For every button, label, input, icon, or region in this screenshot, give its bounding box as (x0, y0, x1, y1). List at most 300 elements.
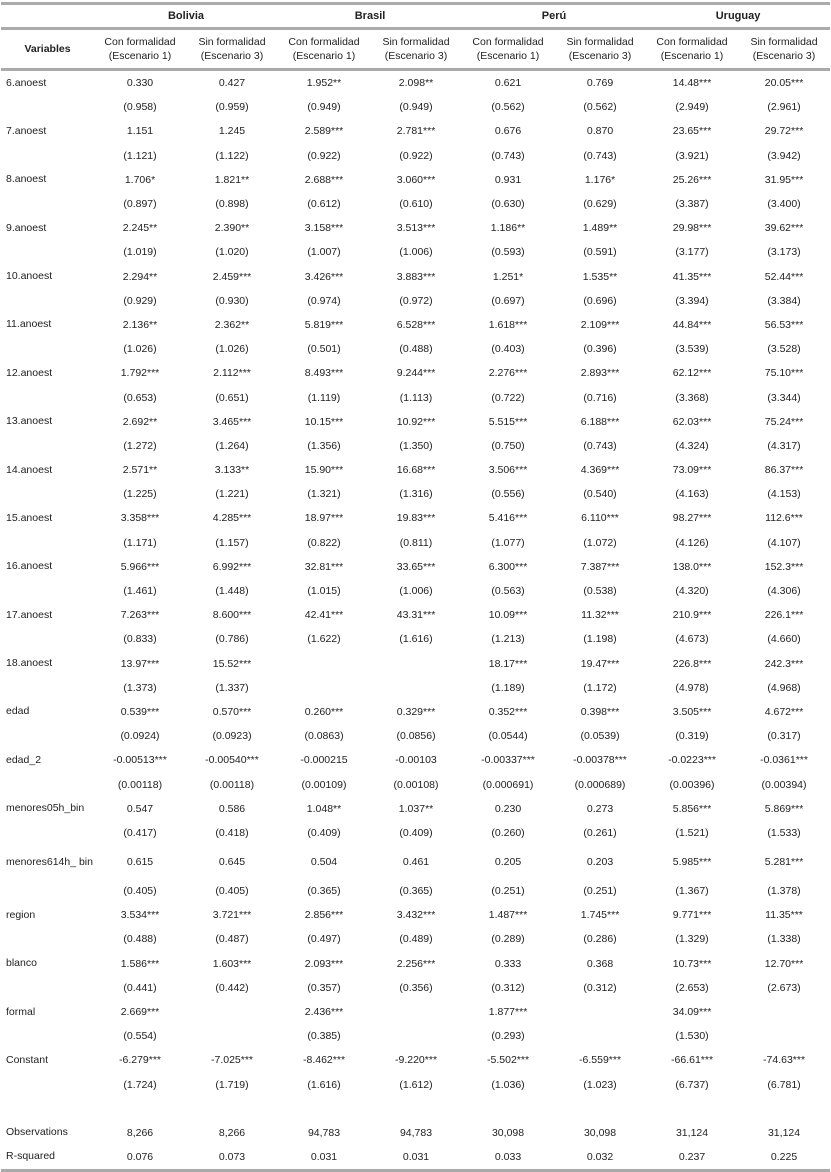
coefficient-cell: 0.205 (494, 856, 522, 868)
std-error-cell: (4.306) (767, 585, 801, 598)
std-error-cell: (0.312) (583, 981, 617, 994)
coefficient-cell: -5.502*** (487, 1054, 530, 1067)
coefficient-cell: 6.992*** (212, 560, 252, 573)
coefficient-row (1, 700, 830, 724)
coefficient-cell: -6.559*** (579, 1054, 622, 1067)
std-error-row (1, 482, 830, 506)
stat-value: 30,098 (583, 1126, 617, 1139)
std-error-cell: (0.630) (491, 198, 525, 211)
std-error-cell: (0.312) (491, 981, 525, 994)
std-error-cell: (2.653) (675, 981, 709, 994)
blank-cell (94, 1097, 186, 1121)
scenario-number: (Escenario 1) (108, 50, 172, 62)
std-error-cell: (4.660) (767, 633, 801, 646)
std-error-cell: (1.272) (123, 439, 157, 452)
coefficient-row (1, 845, 830, 879)
coefficient-cell: 19.83*** (396, 512, 436, 525)
coefficient-cell: 1.186** (490, 222, 526, 235)
coefficient-cell: 2.571** (122, 464, 158, 477)
std-error-cell: (3.384) (767, 294, 801, 307)
std-error-cell: (3.539) (675, 343, 709, 356)
std-error-cell: (0.00109) (301, 778, 347, 791)
coefficient-cell: 6.188*** (580, 415, 620, 428)
blank-cell (1, 1097, 94, 1121)
variable-name: 10.anoest (6, 270, 53, 283)
std-error-cell (370, 1024, 462, 1048)
std-error-cell: (1.122) (215, 149, 249, 162)
std-error-cell: (6.737) (675, 1078, 709, 1091)
std-error-cell: (1.026) (123, 343, 157, 356)
coefficient-cell: 2.781*** (396, 125, 436, 138)
coefficient-row (1, 903, 830, 927)
std-error-cell: (0.591) (583, 246, 617, 259)
stat-value: 31,124 (767, 1126, 801, 1139)
coefficient-cell: 18.17*** (488, 657, 528, 670)
std-error-cell: (0.610) (399, 198, 433, 211)
std-error-cell: (0.562) (491, 101, 525, 114)
std-error-cell: (1.719) (215, 1078, 249, 1091)
coefficient-cell: 0.230 (494, 802, 522, 815)
std-error-cell: (1.337) (215, 681, 249, 694)
coefficient-cell: 5.856*** (672, 802, 712, 815)
coefficient-cell: 5.281*** (764, 856, 804, 868)
coefficient-cell: 0.260*** (304, 705, 344, 718)
std-error-cell: (0.0544) (488, 730, 528, 743)
stat-value: 31,124 (675, 1126, 709, 1139)
scenario-label: Sin formalidad (566, 36, 634, 48)
variable-name: 8.anoest (6, 173, 47, 186)
coefficient-cell: 1.037** (398, 802, 434, 815)
coefficient-cell: 5.985*** (672, 856, 712, 868)
std-error-cell: (1.006) (399, 246, 433, 259)
std-error-cell: (1.077) (491, 536, 525, 549)
std-error-cell (370, 676, 462, 700)
coefficient-row (1, 952, 830, 976)
stat-value: 0.225 (738, 1145, 830, 1171)
blank-cell (462, 1097, 554, 1121)
coefficient-cell (554, 1000, 646, 1024)
scenario-sin-formalidad (186, 29, 278, 70)
std-error-cell: (1.622) (307, 633, 341, 646)
std-error-cell (186, 1024, 278, 1048)
blank-cell (1, 927, 94, 951)
coefficient-cell: 4.285*** (212, 512, 252, 525)
coefficient-cell: 11.32*** (581, 609, 619, 622)
std-error-cell: (1.373) (123, 681, 157, 694)
coefficient-cell: 0.645 (218, 856, 246, 868)
coefficient-cell: -0.0361*** (760, 754, 808, 767)
std-error-cell: (0.319) (675, 730, 709, 743)
variable-name: 7.anoest (6, 124, 47, 137)
country-brasil: Brasil (278, 4, 462, 29)
variable-name: edad_2 (6, 753, 42, 766)
std-error-row (1, 337, 830, 361)
coefficient-cell: 3.133** (214, 464, 250, 477)
std-error-cell: (1.221) (215, 488, 249, 501)
std-error-cell: (0.00394) (761, 778, 807, 791)
coefficient-cell: 0.931 (494, 173, 522, 186)
std-error-cell: (0.357) (307, 981, 341, 994)
blank-cell (1, 289, 94, 313)
std-error-cell: (0.833) (123, 633, 157, 646)
std-error-cell: (0.716) (583, 391, 617, 404)
std-error-cell: (0.822) (307, 536, 341, 549)
std-error-cell: (0.409) (399, 826, 433, 839)
coefficient-cell: 7.387*** (580, 560, 620, 573)
coefficient-cell: 0.615 (126, 856, 154, 868)
stat-value: 0.031 (370, 1145, 462, 1171)
coefficient-cell: 1.618*** (488, 318, 528, 331)
coefficient-cell: -0.00540*** (205, 754, 259, 767)
std-error-cell: (4.163) (675, 488, 709, 501)
coefficient-cell: -0.0223*** (668, 754, 716, 767)
coefficient-cell: 1.706* (124, 173, 156, 186)
scenario-con-formalidad (646, 29, 738, 70)
std-error-cell: (0.409) (307, 826, 341, 839)
variable-name: menores614h_ bin (6, 855, 93, 868)
std-error-cell: (0.00118) (117, 778, 163, 791)
coefficient-cell: 1.245 (218, 125, 246, 138)
std-error-cell: (1.171) (123, 536, 157, 549)
coefficient-cell: 1.821** (214, 173, 250, 186)
coefficient-cell: 0.461 (402, 856, 430, 868)
stat-value: 0.033 (462, 1145, 554, 1171)
std-error-row (1, 385, 830, 409)
scenario-label: Con formalidad (656, 36, 728, 48)
std-error-row (1, 676, 830, 700)
blank-cell (1, 385, 94, 409)
std-error-cell: (1.316) (399, 488, 433, 501)
variable-name: formal (6, 1005, 36, 1018)
std-error-cell: (0.922) (399, 149, 433, 162)
blank-cell (370, 1097, 462, 1121)
coefficient-cell (738, 1000, 830, 1024)
coefficient-row (1, 265, 830, 289)
stat-value: 0.032 (554, 1145, 646, 1171)
variables-header: Variables (1, 29, 94, 70)
coefficient-cell: 0.570*** (212, 705, 252, 718)
coefficient-cell: 8.493*** (304, 367, 344, 380)
std-error-cell: (3.528) (767, 343, 801, 356)
coefficient-row (1, 313, 830, 337)
scenario-number: (Escenario 1) (292, 50, 356, 62)
std-error-cell: (0.929) (123, 294, 157, 307)
coefficient-cell: 3.534*** (120, 909, 160, 922)
std-error-cell: (1.006) (399, 585, 433, 598)
std-error-cell: (0.0539) (580, 730, 620, 743)
coefficient-cell: 32.81*** (304, 560, 344, 573)
std-error-cell: (1.121) (123, 149, 157, 162)
blank-cell (1, 772, 94, 796)
std-error-cell: (0.417) (123, 826, 157, 839)
coefficient-cell: 2.098** (398, 77, 434, 90)
std-error-cell: (1.157) (215, 536, 249, 549)
std-error-cell: (1.007) (307, 246, 341, 259)
std-error-cell: (0.00108) (393, 778, 439, 791)
std-error-row (1, 289, 830, 313)
stat-value: 30,098 (491, 1126, 525, 1139)
coefficient-cell: 10.15*** (304, 415, 344, 428)
stat-row (1, 1121, 830, 1145)
scenario-label: Con formalidad (472, 36, 544, 48)
scenario-label: Con formalidad (104, 36, 176, 48)
coefficient-row (1, 168, 830, 192)
stat-value: 94,783 (399, 1126, 433, 1139)
std-error-cell: (0.260) (491, 826, 525, 839)
stat-label: Observations (6, 1126, 68, 1139)
std-error-cell: (0.556) (491, 488, 525, 501)
stat-label: R-squared (1, 1145, 94, 1171)
coefficient-cell: 98.27*** (672, 512, 712, 525)
country-uruguay: Uruguay (646, 4, 830, 29)
coefficient-cell: 16.68*** (396, 464, 436, 477)
coefficient-cell: 242.3*** (764, 657, 804, 670)
coefficient-row (1, 506, 830, 530)
std-error-cell: (0.488) (123, 933, 157, 946)
blank-cell (1, 676, 94, 700)
std-error-cell: (2.673) (767, 981, 801, 994)
std-error-cell: (3.394) (675, 294, 709, 307)
std-error-cell: (0.488) (399, 343, 433, 356)
coefficient-cell: 2.276*** (488, 367, 528, 380)
coefficient-cell: 86.37*** (764, 464, 804, 477)
coefficient-cell: 112.6*** (765, 512, 803, 525)
blank-cell (1, 240, 94, 264)
std-error-cell: (0.487) (215, 933, 249, 946)
coefficient-cell: 2.362** (214, 318, 250, 331)
coefficient-cell: -0.00337*** (481, 754, 535, 767)
std-error-cell: (0.786) (215, 633, 249, 646)
std-error-row (1, 95, 830, 119)
blank-cell (1, 976, 94, 1000)
coefficient-cell: -0.000215 (300, 754, 348, 767)
variable-name: edad (6, 705, 30, 718)
country-bolivia: Bolivia (94, 4, 278, 29)
coefficient-cell: -7.025*** (210, 1054, 254, 1067)
coefficient-cell: 39.62*** (764, 222, 804, 235)
std-error-cell: (3.942) (767, 149, 801, 162)
scenario-label: Sin formalidad (382, 36, 450, 48)
std-error-row (1, 879, 830, 903)
coefficient-cell: 18.97*** (304, 512, 344, 525)
coefficient-row (1, 748, 830, 772)
blank-cell (738, 1097, 830, 1121)
variable-name: 15.anoest (6, 511, 53, 524)
std-error-cell: (0.501) (307, 343, 341, 356)
blank-cell (1, 1073, 94, 1097)
scenario-label: Con formalidad (288, 36, 360, 48)
std-error-cell: (0.293) (491, 1030, 525, 1043)
blank-cell (1, 579, 94, 603)
coefficient-cell: 19.47*** (580, 657, 620, 670)
std-error-cell: (1.213) (491, 633, 525, 646)
std-error-cell: (0.898) (215, 198, 249, 211)
std-error-cell: (4.107) (767, 536, 801, 549)
coefficient-cell: -0.00103 (395, 754, 437, 767)
coefficient-cell: 62.03*** (672, 415, 712, 428)
std-error-cell: (0.959) (215, 101, 249, 114)
std-error-cell: (0.722) (491, 391, 525, 404)
variable-name: 12.anoest (6, 366, 53, 379)
std-error-cell (738, 1024, 830, 1048)
std-error-cell: (0.653) (123, 391, 157, 404)
std-error-cell: (0.949) (307, 101, 341, 114)
scenario-number: (Escenario 3) (752, 50, 816, 62)
std-error-cell: (0.743) (583, 439, 617, 452)
coefficient-cell: 3.721*** (212, 909, 252, 922)
std-error-cell: (0.750) (491, 439, 525, 452)
std-error-cell: (0.396) (583, 343, 617, 356)
std-error-cell: (1.113) (399, 391, 433, 404)
std-error-cell: (1.020) (215, 246, 249, 259)
std-error-cell: (2.949) (675, 101, 709, 114)
variable-name: blanco (6, 957, 37, 970)
coefficient-cell (370, 652, 462, 676)
coefficient-cell: 7.263*** (120, 609, 160, 622)
stat-value: 8,266 (218, 1126, 246, 1139)
std-error-cell: (0.0924) (120, 730, 160, 743)
coefficient-cell: 2.692** (122, 415, 158, 428)
coefficient-cell: 2.256*** (396, 957, 436, 970)
blank-cell (186, 1097, 278, 1121)
coefficient-cell: 3.883*** (396, 270, 436, 283)
coefficient-row (1, 1048, 830, 1072)
std-error-cell (278, 676, 370, 700)
regression-table (1, 2, 830, 1172)
std-error-cell: (0.365) (399, 885, 433, 898)
std-error-cell: (3.173) (767, 246, 801, 259)
std-error-cell: (0.418) (215, 826, 249, 839)
coefficient-cell: 210.9*** (672, 609, 712, 622)
std-error-cell: (0.405) (215, 885, 249, 898)
coefficient-cell: 1.745*** (580, 909, 620, 922)
std-error-cell: (0.317) (767, 730, 801, 743)
variable-name: 9.anoest (6, 221, 47, 234)
coefficient-cell: 2.436*** (304, 1006, 344, 1019)
std-error-row (1, 434, 830, 458)
std-error-cell: (0.958) (123, 101, 157, 114)
std-error-cell: (4.153) (767, 488, 801, 501)
std-error-row (1, 772, 830, 796)
coefficient-cell: 31.95*** (764, 173, 804, 186)
country-peru: Perú (462, 4, 646, 29)
std-error-cell: (4.673) (675, 633, 709, 646)
coefficient-cell: 23.65*** (672, 125, 712, 138)
blank-cell (646, 1097, 738, 1121)
variable-name: 6.anoest (6, 76, 47, 89)
std-error-cell: (0.629) (583, 198, 617, 211)
std-error-cell: (0.442) (215, 981, 249, 994)
coefficient-cell: 2.589*** (304, 125, 344, 138)
std-error-cell: (0.538) (583, 585, 617, 598)
std-error-cell: (0.251) (583, 885, 617, 898)
coefficient-cell: 1.586*** (120, 957, 160, 970)
coefficient-cell: 8.600*** (212, 609, 252, 622)
std-error-row (1, 976, 830, 1000)
std-error-row (1, 192, 830, 216)
stat-value: 0.076 (94, 1145, 186, 1171)
scenario-label: Sin formalidad (750, 36, 818, 48)
std-error-row (1, 724, 830, 748)
coefficient-cell: 226.1*** (764, 609, 804, 622)
coefficient-cell: 2.856*** (304, 909, 344, 922)
stat-row (1, 1145, 830, 1171)
coefficient-cell: 2.112*** (213, 367, 251, 380)
std-error-cell: (0.554) (123, 1030, 157, 1043)
coefficient-cell: 1.952** (306, 77, 342, 90)
coefficient-cell: 29.98*** (672, 222, 712, 235)
std-error-cell: (1.329) (675, 933, 709, 946)
std-error-row (1, 144, 830, 168)
std-error-cell: (0.00396) (669, 778, 715, 791)
coefficient-cell: 0.427 (218, 77, 246, 90)
coefficient-cell: 4.369*** (580, 464, 620, 477)
std-error-cell: (1.616) (399, 633, 433, 646)
std-error-row (1, 927, 830, 951)
coefficient-cell: 0.621 (494, 77, 522, 90)
scenario-con-formalidad (94, 29, 186, 70)
country-header-row (1, 4, 830, 29)
coefficient-cell: 0.676 (494, 125, 522, 138)
variable-name: 16.anoest (6, 560, 53, 573)
std-error-cell: (1.367) (675, 885, 709, 898)
std-error-cell: (0.743) (583, 149, 617, 162)
coefficient-cell: -0.00513*** (113, 754, 167, 767)
variable-name: 18.anoest (6, 657, 53, 670)
variable-name: menores05h_bin (6, 802, 85, 815)
std-error-cell: (1.461) (123, 585, 157, 598)
std-error-cell: (0.489) (399, 933, 433, 946)
std-error-cell: (2.961) (767, 101, 801, 114)
coefficient-cell: 5.515*** (488, 415, 528, 428)
coefficient-cell: 41.35*** (672, 270, 712, 283)
coefficient-cell: 0.273 (586, 802, 614, 815)
coefficient-cell: 5.819*** (304, 318, 344, 331)
blank-cell (1, 821, 94, 845)
coefficient-cell: 73.09*** (672, 464, 712, 477)
coefficient-cell: -66.61*** (671, 1054, 714, 1067)
scenario-number: (Escenario 3) (384, 50, 448, 62)
coefficient-cell: 2.669*** (120, 1006, 160, 1019)
scenario-con-formalidad (278, 29, 370, 70)
coefficient-cell: 3.426*** (304, 270, 344, 283)
std-error-cell: (3.387) (675, 198, 709, 211)
std-error-cell: (0.563) (491, 585, 525, 598)
coefficient-cell: -6.279*** (118, 1054, 162, 1067)
coefficient-cell: 0.504 (310, 856, 338, 868)
coefficient-cell: 9.771*** (672, 909, 712, 922)
blank-cell (1, 95, 94, 119)
coefficient-cell: 1.151 (126, 125, 154, 138)
std-error-cell: (1.321) (307, 488, 341, 501)
std-error-cell: (0.972) (399, 294, 433, 307)
std-error-cell: (0.0856) (396, 730, 436, 743)
std-error-cell: (0.612) (307, 198, 341, 211)
std-error-cell: (0.540) (583, 488, 617, 501)
std-error-cell: (3.368) (675, 391, 709, 404)
coefficient-cell: 10.73*** (672, 957, 712, 970)
coefficient-row (1, 1000, 830, 1024)
coefficient-cell: 0.769 (586, 77, 614, 90)
std-error-cell: (1.533) (767, 826, 801, 839)
std-error-cell: (0.697) (491, 294, 525, 307)
std-error-row (1, 821, 830, 845)
coefficient-cell: 25.26*** (672, 173, 712, 186)
blank-cell (1, 531, 94, 555)
blank-cell (1, 434, 94, 458)
coefficient-cell: 2.459*** (212, 270, 252, 283)
std-error-cell: (4.978) (675, 681, 709, 694)
